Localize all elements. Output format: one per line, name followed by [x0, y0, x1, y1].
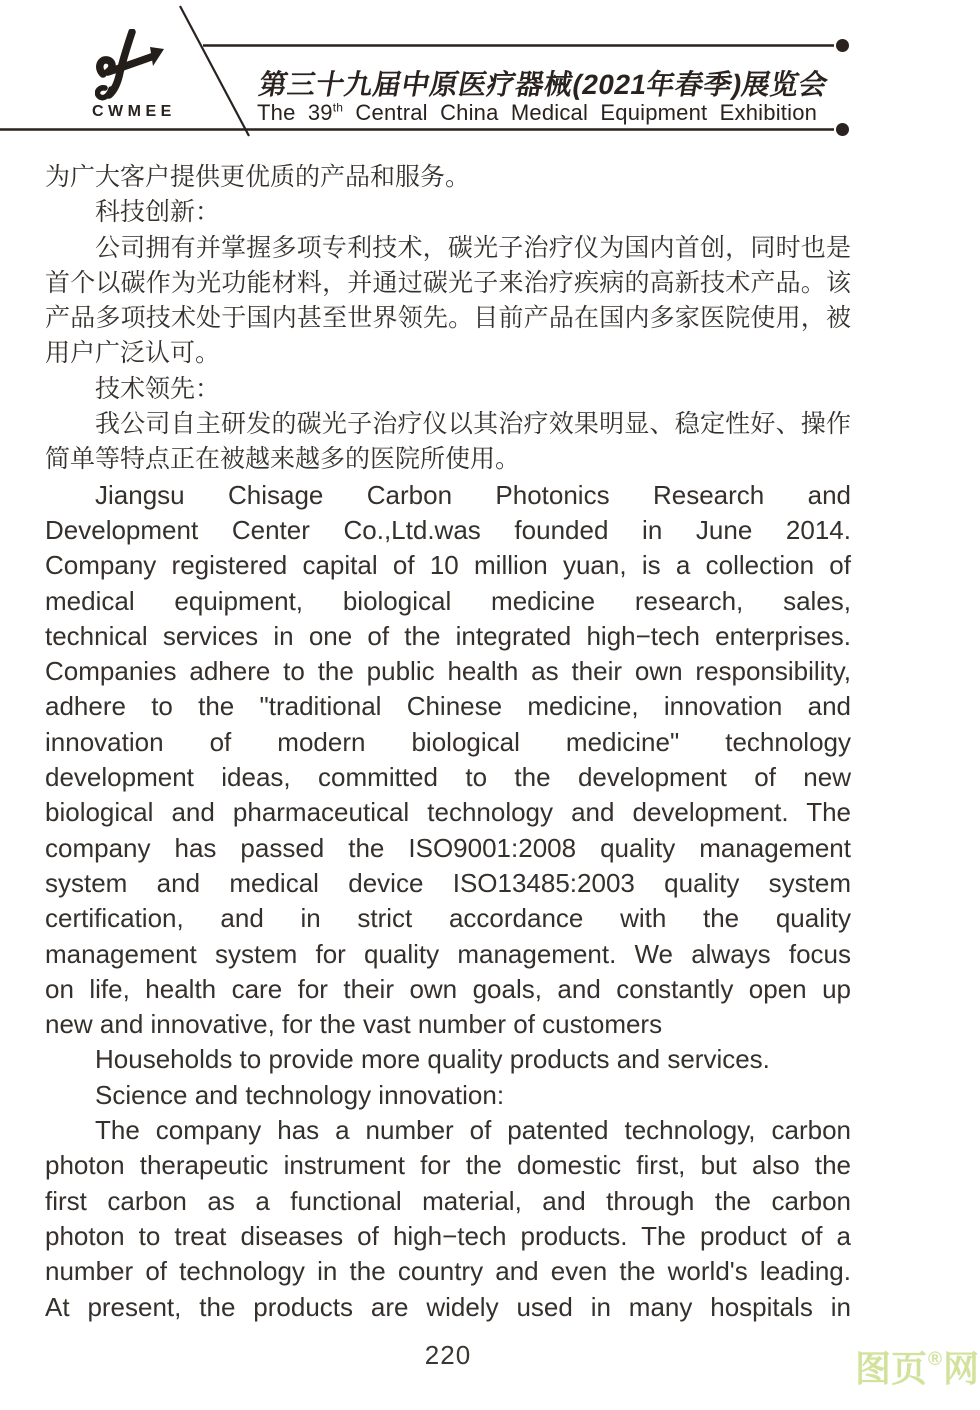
header-top-dot-icon [836, 39, 849, 52]
exhibition-title-chinese: 第三十九届中原医疗器械(2021年春季)展览会 [256, 69, 831, 100]
title-en-pre: The 39 [257, 100, 333, 125]
text-line: company has passed the ISO9001:2008 quality management [45, 832, 851, 863]
text-line: At present, the products are widely used in many hospitals in [45, 1291, 851, 1322]
text-line: system and medical device ISO13485:2003 quality system [45, 867, 851, 898]
body-text [45, 160, 851, 1325]
text-line: Development Center Co.,Ltd.was founded in June 2014. [45, 514, 851, 545]
text-line: 用户广泛认可。 [45, 339, 221, 368]
text-line: Companies adhere to the public health as their own responsibility, [45, 656, 851, 687]
text-line: Science and technology innovation: [95, 1079, 505, 1110]
page-number: 220 [424, 1340, 472, 1370]
registered-mark-icon: ® [928, 1349, 943, 1370]
text-line: 首个以碳作为光功能材料，并通过碳光子来治疗疾病的高新技术产品。该 [45, 268, 851, 297]
text-line: development ideas, committed to the development of new [45, 762, 851, 793]
title-en-superscript: th [332, 100, 344, 115]
exhibition-title-english [257, 100, 857, 126]
text-line: photon to treat diseases of high−tech products. The product of a [45, 1220, 851, 1251]
text-line: 公司拥有并掌握多项专利技术，碳光子治疗仪为国内首创，同时也是 [95, 233, 851, 262]
text-line: 为广大客户提供更优质的产品和服务。 [45, 163, 471, 191]
text-line: 技术领先： [95, 374, 221, 403]
text-line: 简单等特点正在被越来越多的医院所使用。 [45, 445, 521, 474]
text-line: The company has a number of patented technology, carbon [95, 1115, 851, 1146]
text-line: innovation of modern biological medicine" technology [45, 726, 851, 757]
watermark-text-post: 网 [943, 1348, 980, 1389]
watermark-text-pre: 图页 [855, 1348, 928, 1389]
logo-cross-icon [95, 29, 169, 107]
text-line: photon therapeutic instrument for the domestic first, but also the [45, 1150, 851, 1181]
text-line: biological and pharmaceutical technology and development. The [45, 797, 851, 828]
text-line: first carbon as a functional material, and through the carbon [45, 1185, 851, 1216]
text-line: on life, health care for their own goals, and constantly open up [45, 973, 851, 1004]
text-line: number of technology in the country and even the world's leading. [45, 1256, 851, 1287]
text-line: technical services in one of the integrated high−tech enterprises. [45, 620, 851, 651]
text-line: Jiangsu Chisage Carbon Photonics Research and [95, 479, 851, 510]
text-line: adhere to the "traditional Chinese medicine, innovation and [45, 691, 851, 722]
text-line: Households to provide more quality products and services. [95, 1044, 770, 1075]
text-line: Company registered capital of 10 million yuan, is a collection of [45, 550, 851, 581]
text-line: 产品多项技术处于国内甚至世界领先。目前产品在国内多家医院使用，被 [45, 304, 851, 333]
text-line: management system for quality management. We always focus [45, 938, 851, 969]
text-line: medical equipment, biological medicine research, sales, [45, 585, 851, 616]
logo-flag-tip [150, 47, 164, 66]
logo-text: CWMEE [92, 103, 176, 120]
watermark-logo [855, 1341, 979, 1392]
text-line: 我公司自主研发的碳光子治疗仪以其治疗效果明显、稳定性好、操作 [95, 410, 851, 439]
text-line: 科技创新： [95, 198, 221, 227]
text-line: certification, and in strict accordance with the quality [45, 903, 851, 934]
title-en-post: Central China Medical Equipment Exhibition [343, 100, 818, 125]
text-line: new and innovative, for the vast number of customers [45, 1009, 663, 1040]
